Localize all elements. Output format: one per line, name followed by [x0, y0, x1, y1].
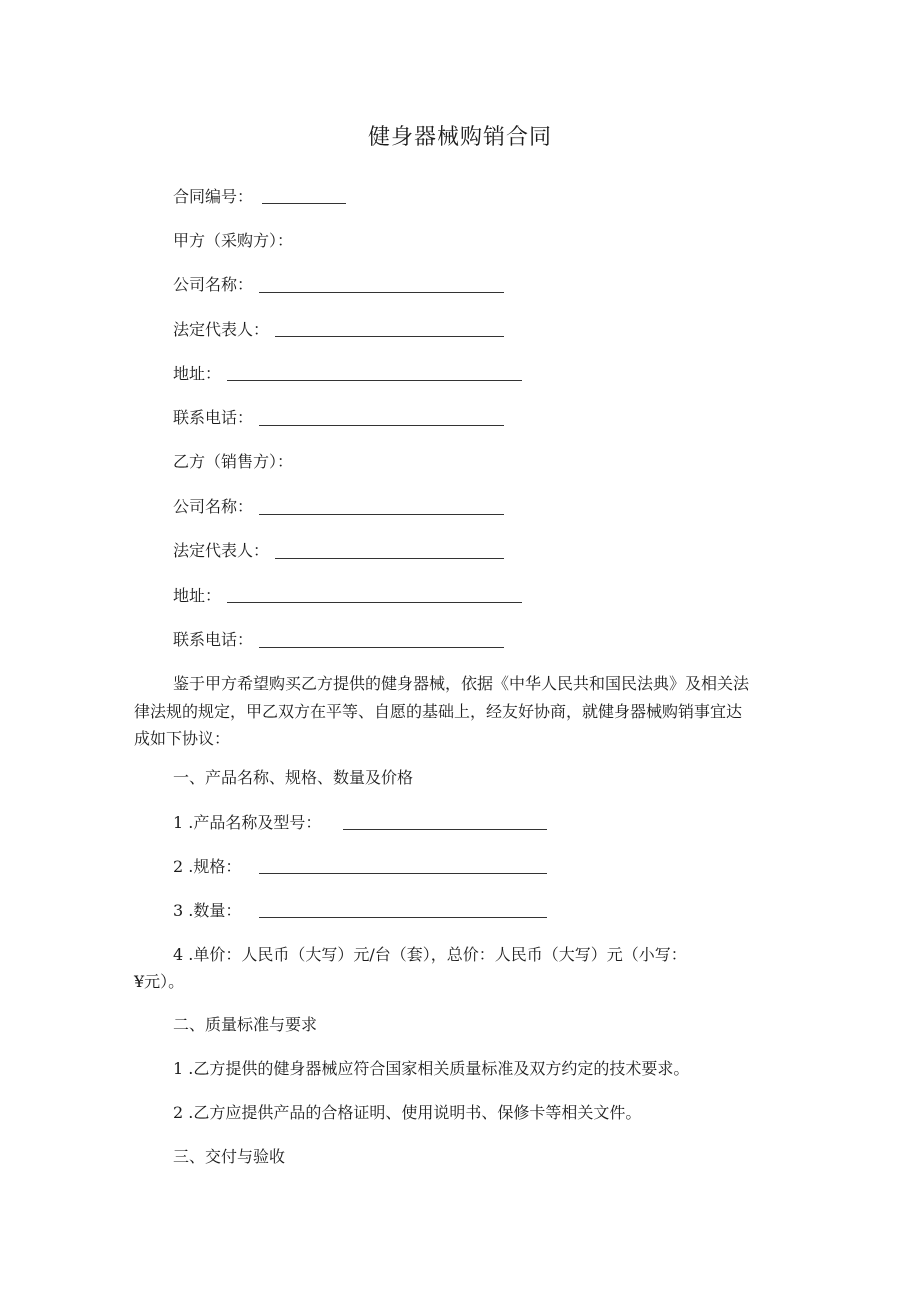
party-a-rep-label: 法定代表人：	[173, 320, 270, 339]
party-b-address-label: 地址：	[173, 586, 222, 605]
product-name-blank[interactable]	[343, 829, 547, 830]
section-1-heading: 一、产品名称、规格、数量及价格	[173, 768, 414, 787]
party-a-address-label: 地址：	[173, 364, 222, 383]
preamble-line-3: 成如下协议：	[134, 729, 231, 748]
preamble-line-1: 鉴于甲方希望购买乙方提供的健身器械，依据《中华人民共和国民法典》及相关法	[173, 674, 750, 693]
section-1-item-4-line-2: ¥元）。	[134, 972, 185, 991]
party-b-heading: 乙方（销售方）：	[173, 452, 294, 471]
contract-no-blank[interactable]	[262, 203, 346, 204]
section-1-item-4-line-1: 4 .单价：人民币（大写）元/台（套），总价：人民币（大写）元（小写：	[173, 945, 687, 964]
section-1-item-1: 1 .产品名称及型号：	[173, 813, 322, 832]
party-b-company-label: 公司名称：	[173, 497, 254, 516]
spec-blank[interactable]	[259, 873, 547, 874]
section-2-heading: 二、质量标准与要求	[173, 1015, 318, 1034]
party-a-company-label: 公司名称：	[173, 275, 254, 294]
section-3-heading: 三、交付与验收	[173, 1147, 286, 1166]
page-title: 健身器械购销合同	[367, 125, 552, 150]
section-1-item-2: 2 .规格：	[173, 857, 242, 876]
section-2-item-2: 2 .乙方应提供产品的合格证明、使用说明书、保修卡等相关文件。	[173, 1103, 642, 1122]
party-b-address-blank[interactable]	[227, 602, 522, 603]
quantity-blank[interactable]	[259, 917, 547, 918]
party-b-company-blank[interactable]	[259, 514, 504, 515]
section-2-item-1: 1 .乙方提供的健身器械应符合国家相关质量标准及双方约定的技术要求。	[173, 1059, 690, 1078]
contract-no-label: 合同编号：	[173, 187, 254, 206]
section-1-item-3: 3 .数量：	[173, 901, 242, 920]
preamble-line-2: 律法规的规定，甲乙双方在平等、自愿的基础上，经友好协商，就健身器械购销事宜达	[134, 702, 743, 721]
party-a-rep-blank[interactable]	[275, 336, 504, 337]
party-a-company-blank[interactable]	[259, 292, 504, 293]
party-b-phone-label: 联系电话：	[173, 630, 254, 649]
party-a-phone-blank[interactable]	[259, 425, 504, 426]
party-a-phone-label: 联系电话：	[173, 408, 254, 427]
party-b-phone-blank[interactable]	[259, 647, 504, 648]
party-b-rep-label: 法定代表人：	[173, 541, 270, 560]
party-a-address-blank[interactable]	[227, 380, 522, 381]
party-a-heading: 甲方（采购方）：	[173, 231, 294, 250]
party-b-rep-blank[interactable]	[275, 558, 504, 559]
